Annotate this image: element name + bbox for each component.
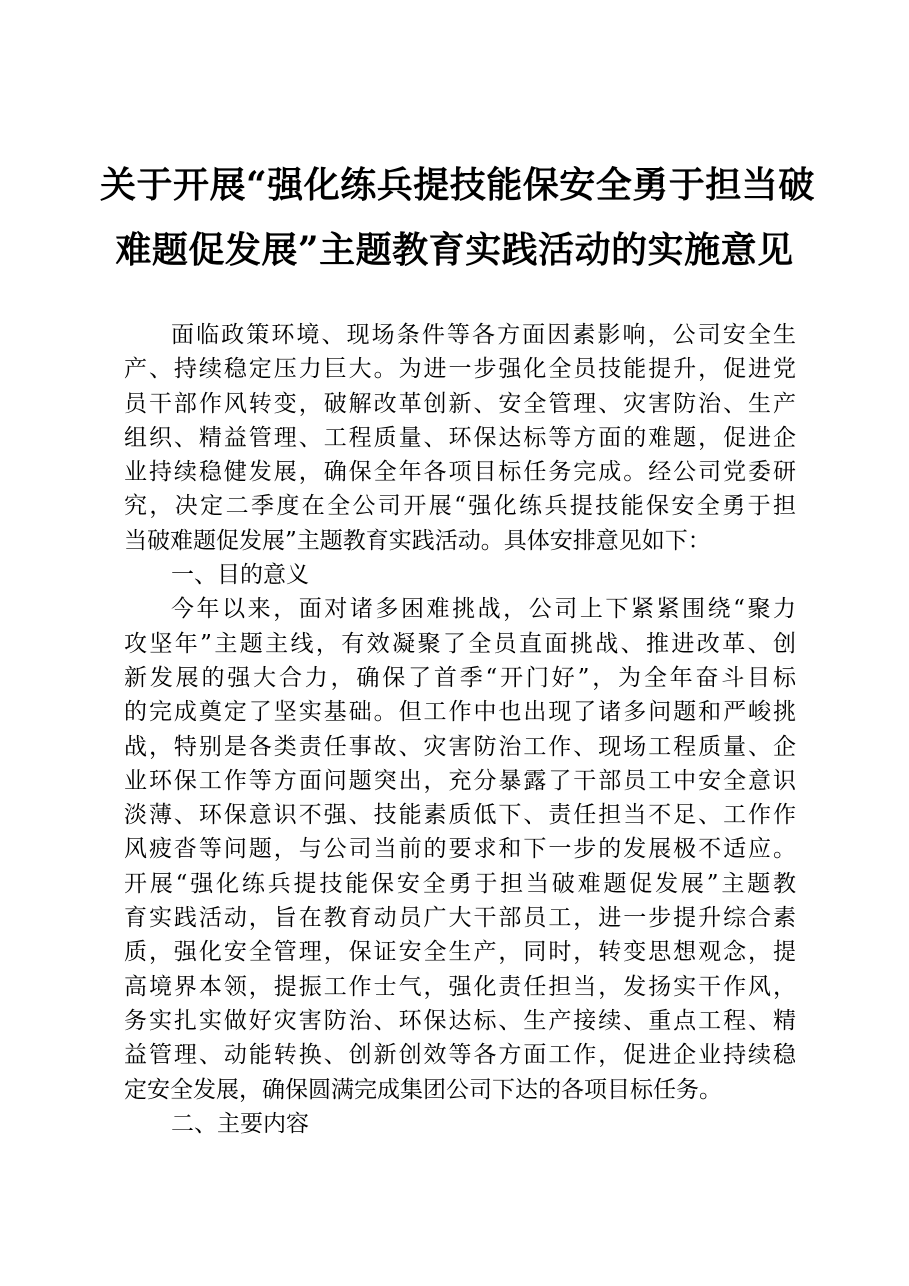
paragraph-line: 风疲沓等问题，与公司当前的要求和下一步的发展极不适应。: [124, 836, 796, 863]
paragraph-line: 益管理、动能转换、创新创效等各方面工作，促进企业持续稳: [124, 1042, 796, 1069]
document-title-line-1: 关于开展“强化练兵提技能保安全勇于担当破: [100, 164, 815, 206]
section-heading-1: 一、目的意义: [171, 562, 309, 589]
paragraph-line: 务实扎实做好灾害防治、环保达标、生产接续、重点工程、精: [124, 1007, 796, 1034]
paragraph-line: 组织、精益管理、工程质量、环保达标等方面的难题，促进企: [124, 424, 796, 451]
section-heading-2: 二、主要内容: [171, 1110, 309, 1137]
paragraph-line: 开展“强化练兵提技能保安全勇于担当破难题促发展”主题教: [124, 870, 796, 897]
paragraph-line: 战，特别是各类责任事故、灾害防治工作、现场工程质量、企: [124, 733, 796, 760]
paragraph-line: 定安全发展，确保圆满完成集团公司下达的各项目标任务。: [124, 1076, 722, 1103]
paragraph-line: 的完成奠定了坚实基础。但工作中也出现了诸多问题和严峻挑: [124, 699, 796, 726]
paragraph-line: 育实践活动，旨在教育动员广大干部员工，进一步提升综合素: [124, 905, 796, 932]
paragraph-line: 产、持续稳定压力巨大。为进一步强化全员技能提升，促进党: [124, 356, 796, 383]
paragraph-line: 高境界本领，提振工作士气，强化责任担当，发扬实干作风，: [124, 973, 796, 1000]
paragraph-line: 当破难题促发展”主题教育实践活动。具体安排意见如下：: [124, 527, 711, 554]
paragraph-line: 业环保工作等方面问题突出，充分暴露了干部员工中安全意识: [124, 767, 796, 794]
paragraph-line: 新发展的强大合力，确保了首季“开门好”，为全年奋斗目标: [124, 664, 796, 691]
paragraph-line: 攻坚年”主题主线，有效凝聚了全员直面挑战、推进改革、创: [124, 630, 796, 657]
paragraph-line: 究，决定二季度在全公司开展“强化练兵提技能保安全勇于担: [124, 493, 796, 520]
paragraph-line: 面临政策环境、现场条件等各方面因素影响，公司安全生: [171, 322, 796, 348]
document-title-line-2: 难题促发展”主题教育实践活动的实施意见: [115, 229, 794, 271]
paragraph-line: 员干部作风转变，破解改革创新、安全管理、灾害防治、生产: [124, 390, 796, 417]
paragraph-line: 淡薄、环保意识不强、技能素质低下、责任担当不足、工作作: [124, 802, 796, 829]
document-body: [124, 318, 796, 1141]
paragraph-line: 业持续稳健发展，确保全年各项目标任务完成。经公司党委研: [124, 459, 796, 486]
paragraph-line: 今年以来，面对诸多困难挑战，公司上下紧紧围绕“聚力: [171, 596, 796, 623]
paragraph-line: 质，强化安全管理，保证安全生产，同时，转变思想观念，提: [124, 939, 796, 966]
